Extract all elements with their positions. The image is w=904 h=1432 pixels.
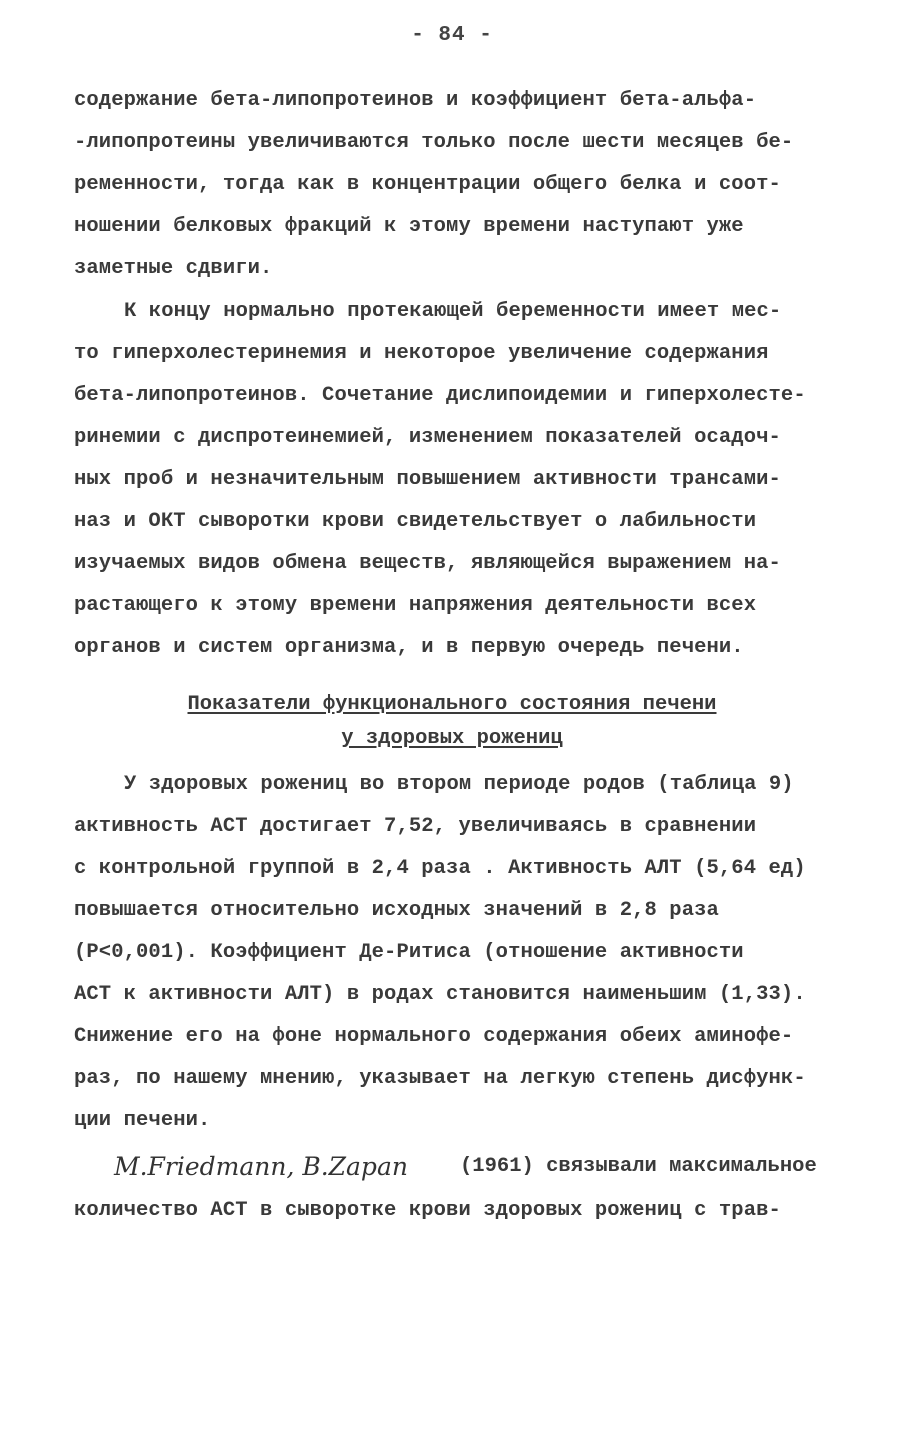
paragraph-3 [74, 764, 844, 1142]
text-line: растающего к этому времени напряжения деятельности всех [74, 594, 757, 617]
text-line: ременности, тогда как в концентрации общего белка и соот- [74, 173, 781, 196]
paragraph-2 [74, 291, 844, 669]
paragraph-4 [74, 1144, 844, 1232]
text-line: -липопротеины увеличиваются только после шести месяцев бе- [74, 131, 794, 154]
text-line: раз, по нашему мнению, указывает на легкую степень дисфунк- [74, 1067, 806, 1090]
paragraph-1 [74, 80, 844, 290]
text-line: наз и ОКТ сыворотки крови свидетельствует о лабильности [74, 510, 757, 533]
text-line: заметные сдвиги. [74, 257, 273, 280]
page-number: - 84 - [411, 24, 493, 47]
handwritten-authors: M.Friedmann, B.Zapan [114, 1152, 408, 1181]
text-line: (Р<0,001). Коэффициент Де-Ритиса (отношение активности [74, 941, 744, 964]
text-line: ношении белковых фракций к этому времени наступают уже [74, 215, 744, 238]
text-line [74, 1144, 844, 1190]
text-line: У здоровых рожениц во втором периоде родов (таблица 9) [124, 773, 794, 796]
text-line: органов и систем организма, и в первую очередь печени. [74, 636, 744, 659]
text-line: бета-липопротеинов. Сочетание дислипоидемии и гиперхолесте- [74, 384, 806, 407]
text-line: Снижение его на фоне нормального содержания обеих аминофе- [74, 1025, 794, 1048]
text-line: активность АСТ достигает 7,52, увеличиваясь в сравнении [74, 815, 757, 838]
text-line: то гиперхолестеринемия и некоторое увеличение содержания [74, 342, 769, 365]
text-line: количество АСТ в сыворотке крови здоровых рожениц с трав- [74, 1199, 781, 1222]
section-heading [0, 688, 904, 756]
text-line: с контрольной группой в 2,4 раза . Активность АЛТ (5,64 ед) [74, 857, 806, 880]
heading-line-2: у здоровых рожениц [341, 727, 563, 750]
text-line: содержание бета-липопротеинов и коэффициент бета-альфа- [74, 89, 757, 112]
text-line: ции печени. [74, 1109, 211, 1132]
heading-line-1: Показатели функционального состояния печени [187, 693, 717, 716]
text-fragment: (1961) связывали максимальное [460, 1155, 817, 1178]
text-line: изучаемых видов обмена веществ, являющейся выражением на- [74, 552, 781, 575]
text-line: К концу нормально протекающей беременности имеет мес- [124, 300, 782, 323]
text-line: повышается относительно исходных значений в 2,8 раза [74, 899, 719, 922]
text-line: АСТ к активности АЛТ) в родах становится наименьшим (1,33). [74, 983, 806, 1006]
text-line: ных проб и незначительным повышением активности трансами- [74, 468, 781, 491]
text-line: ринемии с диспротеинемией, изменением показателей осадоч- [74, 426, 781, 449]
